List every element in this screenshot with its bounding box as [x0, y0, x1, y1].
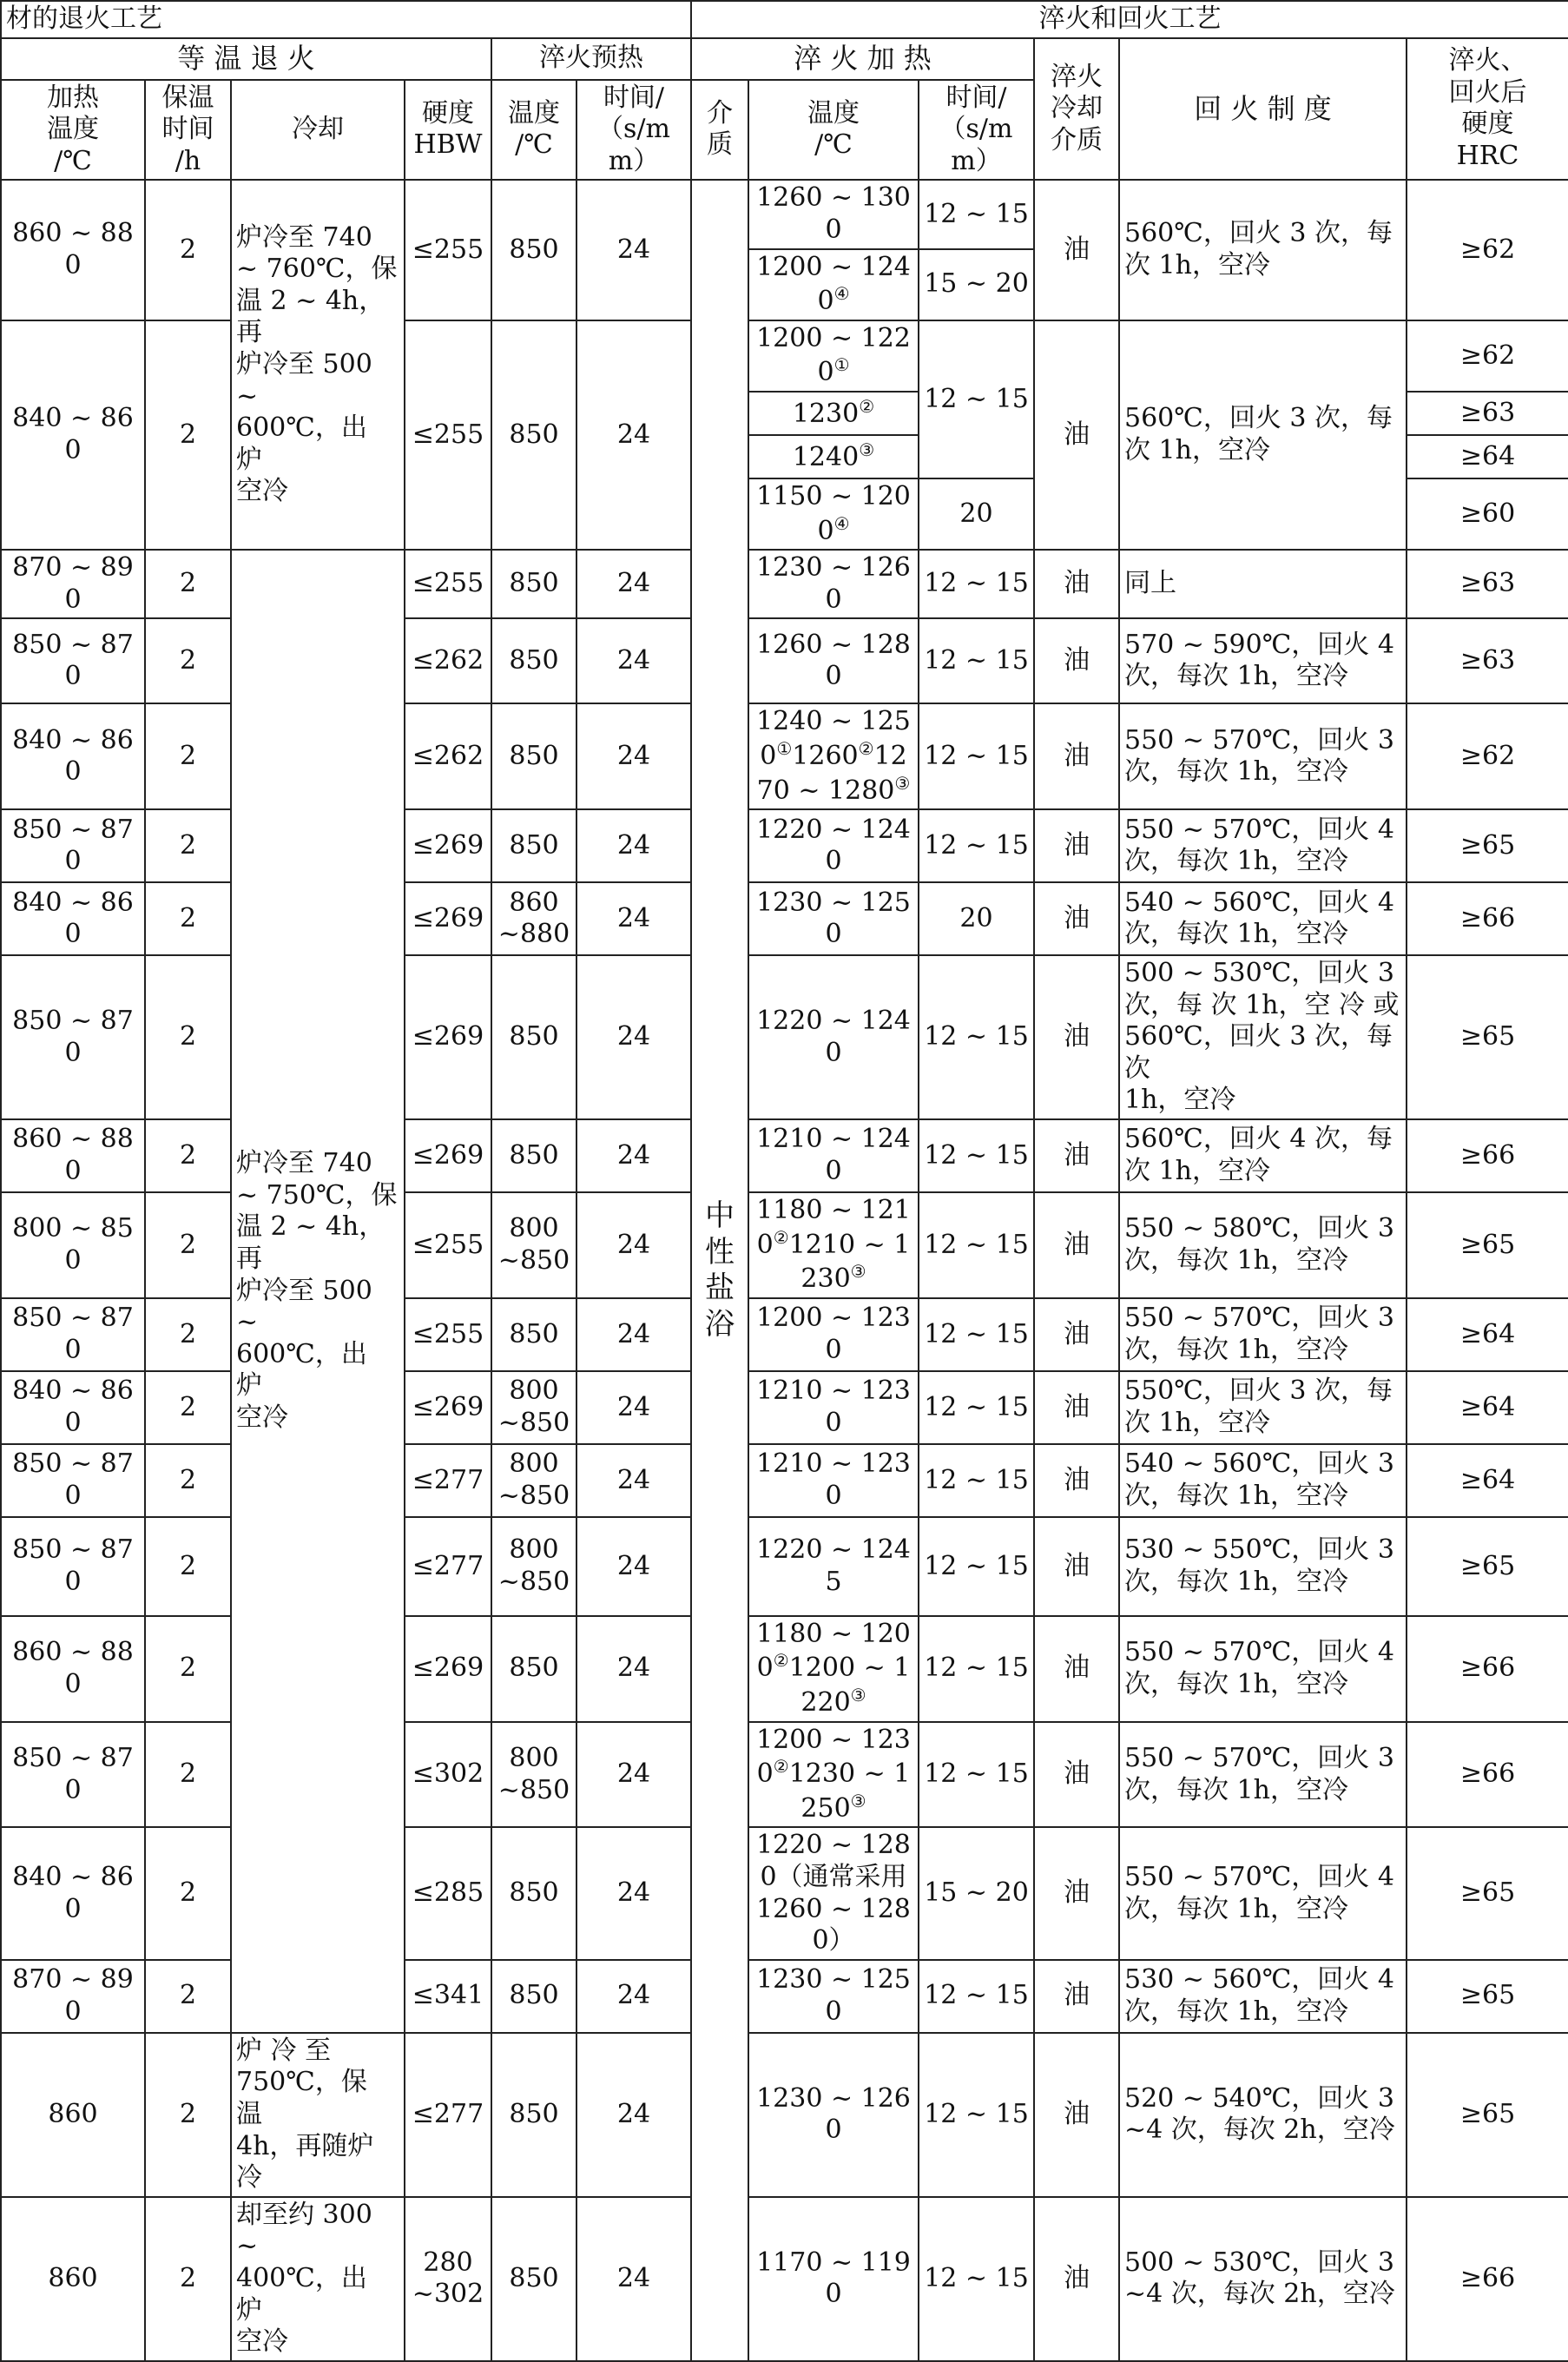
- preheat-time: 24: [576, 809, 691, 882]
- cooling-medium: 油: [1034, 1371, 1119, 1444]
- final-hrc: ≥66: [1407, 1616, 1568, 1722]
- tempering-regime: 520 ~ 540℃，回火 3 ~4 次，每次 2h，空冷: [1119, 2033, 1407, 2197]
- tempering-regime: 550 ~ 570℃，回火 3 次，每次 1h，空冷: [1119, 703, 1407, 809]
- cooling-text: 炉冷至 740 ~ 760℃，保 温 2 ~ 4h，再 炉冷至 500 ~ 600℃，出 炉 空冷: [231, 180, 405, 550]
- tempering-regime: 500 ~ 530℃，回火 3 ~4 次，每次 2h，空冷: [1119, 2197, 1407, 2361]
- quench-time: 12 ~ 15: [919, 1119, 1034, 1192]
- quench-time: 20: [919, 882, 1034, 955]
- preheat-temp: 850: [491, 1827, 576, 1959]
- heat-temp: 850 ~ 870: [1, 1722, 145, 1828]
- quench-time: 12 ~ 15: [919, 1192, 1034, 1298]
- annealed-hbw: 280 ~302: [405, 2197, 491, 2361]
- annealed-hbw: ≤302: [405, 1722, 491, 1828]
- footnote-mark: ②: [859, 396, 875, 418]
- annealed-hbw: ≤269: [405, 1371, 491, 1444]
- quench-time: 15 ~ 20: [919, 1827, 1034, 1959]
- quench-temp: 1230 ~ 1250: [748, 1960, 919, 2033]
- header-preheat-temp: 温度 /℃: [491, 80, 576, 181]
- tempering-regime: 540 ~ 560℃，回火 4 次，每次 1h，空冷: [1119, 882, 1407, 955]
- preheat-time: 24: [576, 703, 691, 809]
- final-hrc: ≥60: [1407, 478, 1568, 550]
- preheat-time: 24: [576, 1827, 691, 1959]
- tempering-regime: 530 ~ 550℃，回火 3 次，每次 1h，空冷: [1119, 1517, 1407, 1616]
- preheat-time: 24: [576, 1371, 691, 1444]
- final-hrc: ≥66: [1407, 1119, 1568, 1192]
- cooling-medium: 油: [1034, 1298, 1119, 1371]
- tempering-regime: 530 ~ 560℃，回火 4 次，每次 1h，空冷: [1119, 1960, 1407, 2033]
- tempering-regime: 550 ~ 570℃，回火 3 次，每次 1h，空冷: [1119, 1722, 1407, 1828]
- quench-time: 12 ~ 15: [919, 1616, 1034, 1722]
- cooling-medium: 油: [1034, 1119, 1119, 1192]
- cooling-text: 炉冷至 740 ~ 750℃，保 温 2 ~ 4h，再 炉冷至 500 ~ 600℃，出 炉 空冷: [231, 550, 405, 2033]
- quench-time: 12 ~ 15: [919, 1444, 1034, 1517]
- annealed-hbw: ≤255: [405, 180, 491, 320]
- preheat-temp: 850: [491, 955, 576, 1119]
- annealed-hbw: ≤285: [405, 1827, 491, 1959]
- footnote-mark: ③: [850, 1790, 866, 1811]
- cooling-medium: 油: [1034, 1616, 1119, 1722]
- preheat-temp: 850: [491, 1960, 576, 2033]
- quench-temp: 1200 ~ 1240④: [748, 249, 919, 320]
- quench-time: 12 ~ 15: [919, 320, 1034, 478]
- final-hrc: ≥62: [1407, 703, 1568, 809]
- quench-temp: 1180 ~ 1200②1200 ~ 1220③: [748, 1616, 919, 1722]
- table-row: [1, 180, 1568, 248]
- cooling-medium: 油: [1034, 1444, 1119, 1517]
- preheat-time: 24: [576, 1298, 691, 1371]
- heat-temp: 840 ~ 860: [1, 703, 145, 809]
- annealed-hbw: ≤262: [405, 703, 491, 809]
- header-right-title: 淬火和回火工艺: [691, 1, 1568, 38]
- tempering-regime: 560℃，回火 4 次，每 次 1h，空冷: [1119, 1119, 1407, 1192]
- group-quench-heating: 淬 火 加 热: [691, 38, 1034, 80]
- preheat-time: 24: [576, 1616, 691, 1722]
- hold-time: 2: [145, 1960, 231, 2033]
- preheat-temp: 850: [491, 703, 576, 809]
- preheat-temp: 850: [491, 618, 576, 703]
- quench-temp: 1220 ~ 1280（通常采用1260 ~ 1280）: [748, 1827, 919, 1959]
- cooling-medium: 油: [1034, 1517, 1119, 1616]
- preheat-temp: 850: [491, 1119, 576, 1192]
- final-hrc: ≥65: [1407, 2033, 1568, 2197]
- hold-time: 2: [145, 320, 231, 550]
- quench-temp: 1230 ~ 1260: [748, 550, 919, 618]
- tempering-regime: 550 ~ 570℃，回火 4 次，每次 1h，空冷: [1119, 809, 1407, 882]
- hold-time: 2: [145, 2197, 231, 2361]
- tempering-regime: 540 ~ 560℃，回火 3 次，每次 1h，空冷: [1119, 1444, 1407, 1517]
- hold-time: 2: [145, 180, 231, 320]
- annealed-hbw: ≤269: [405, 1616, 491, 1722]
- final-hrc: ≥66: [1407, 1722, 1568, 1828]
- preheat-temp: 800 ~850: [491, 1517, 576, 1616]
- tempering-regime: 同上: [1119, 550, 1407, 618]
- preheat-temp: 800 ~850: [491, 1192, 576, 1298]
- preheat-temp: 800 ~850: [491, 1444, 576, 1517]
- preheat-temp: 850: [491, 320, 576, 550]
- quench-temp: 1210 ~ 1230: [748, 1444, 919, 1517]
- final-hrc: ≥65: [1407, 1827, 1568, 1959]
- cooling-medium: 油: [1034, 1722, 1119, 1828]
- quench-temp: 1200 ~ 1220①: [748, 320, 919, 392]
- quench-temp: 1230 ~ 1260: [748, 2033, 919, 2197]
- footnote-mark: ③: [894, 772, 911, 794]
- final-hrc: ≥64: [1407, 1371, 1568, 1444]
- preheat-time: 24: [576, 1192, 691, 1298]
- cooling-medium: 油: [1034, 703, 1119, 809]
- preheat-time: 24: [576, 1722, 691, 1828]
- quench-temp: 1200 ~ 1230: [748, 1298, 919, 1371]
- quench-temp: 1240 ~ 1250①1260②1270 ~ 1280③: [748, 703, 919, 809]
- table-row: [1, 2033, 1568, 2197]
- preheat-time: 24: [576, 1444, 691, 1517]
- quench-temp: 1210 ~ 1230: [748, 1371, 919, 1444]
- quench-time: 12 ~ 15: [919, 1960, 1034, 2033]
- header-tempering: 回 火 制 度: [1119, 38, 1407, 181]
- preheat-temp: 850: [491, 1298, 576, 1371]
- footnote-mark: ③: [859, 439, 875, 461]
- hold-time: 2: [145, 703, 231, 809]
- preheat-temp: 850: [491, 809, 576, 882]
- final-hrc: ≥63: [1407, 392, 1568, 435]
- quench-temp: 1200 ~ 1230②1230 ~ 1250③: [748, 1722, 919, 1828]
- hold-time: 2: [145, 618, 231, 703]
- final-hrc: ≥64: [1407, 1444, 1568, 1517]
- annealed-hbw: ≤277: [405, 2033, 491, 2197]
- cooling-medium: 油: [1034, 180, 1119, 320]
- quench-temp: 1210 ~ 1240: [748, 1119, 919, 1192]
- quench-temp: 1230 ~ 1250: [748, 882, 919, 955]
- header-hbw: 硬度 HBW: [405, 80, 491, 181]
- quench-time: 12 ~ 15: [919, 550, 1034, 618]
- header-heat-temp: 加热 温度 /℃: [1, 80, 145, 181]
- heat-temp: 840 ~ 860: [1, 882, 145, 955]
- cooling-text: 炉 冷 至 750℃，保 温 4h，再随炉冷: [231, 2033, 405, 2197]
- quench-temp: 1170 ~ 1190: [748, 2197, 919, 2361]
- quench-time: 15 ~ 20: [919, 249, 1034, 320]
- footnote-mark: ②: [773, 1226, 789, 1248]
- header-quench-temp: 温度 /℃: [748, 80, 919, 181]
- footnote-mark: ②: [773, 1650, 789, 1672]
- final-hrc: ≥64: [1407, 435, 1568, 478]
- tempering-regime: 560℃，回火 3 次，每 次 1h，空冷: [1119, 180, 1407, 320]
- annealed-hbw: ≤255: [405, 1192, 491, 1298]
- footnote-mark: ①: [833, 354, 850, 376]
- cooling-text: 却至约 300 ~ 400℃，出 炉 空冷: [231, 2197, 405, 2361]
- preheat-temp: 800 ~850: [491, 1371, 576, 1444]
- table-row: [1, 550, 1568, 618]
- quench-time: 12 ~ 15: [919, 1517, 1034, 1616]
- hold-time: 2: [145, 1119, 231, 1192]
- heat-temp: 850 ~ 870: [1, 1517, 145, 1616]
- heat-temp: 850 ~ 870: [1, 618, 145, 703]
- quench-time: 12 ~ 15: [919, 2033, 1034, 2197]
- preheat-temp: 850: [491, 1616, 576, 1722]
- heat-temp: 850 ~ 870: [1, 1444, 145, 1517]
- quench-temp: 1150 ~ 1200④: [748, 478, 919, 550]
- heat-temp: 860 ~ 880: [1, 1616, 145, 1722]
- cooling-medium: 油: [1034, 550, 1119, 618]
- cooling-medium: 油: [1034, 1827, 1119, 1959]
- quench-temp: 1260 ~ 1280: [748, 618, 919, 703]
- cooling-medium: 油: [1034, 1192, 1119, 1298]
- final-hrc: ≥63: [1407, 618, 1568, 703]
- hold-time: 2: [145, 550, 231, 618]
- heat-temp: 860 ~ 880: [1, 1119, 145, 1192]
- quench-time: 12 ~ 15: [919, 955, 1034, 1119]
- quench-time: 12 ~ 15: [919, 703, 1034, 809]
- footnote-mark: ②: [858, 737, 874, 759]
- cooling-medium: 油: [1034, 1960, 1119, 2033]
- preheat-time: 24: [576, 1119, 691, 1192]
- footnote-mark: ②: [773, 1756, 789, 1778]
- heat-temp: 860: [1, 2197, 145, 2361]
- hold-time: 2: [145, 1827, 231, 1959]
- group-isothermal-annealing: 等 温 退 火: [1, 38, 491, 80]
- preheat-temp: 850: [491, 2197, 576, 2361]
- annealed-hbw: ≤255: [405, 550, 491, 618]
- header-cooling: 冷却: [231, 80, 405, 181]
- final-hrc: ≥65: [1407, 955, 1568, 1119]
- final-hrc: ≥65: [1407, 1517, 1568, 1616]
- preheat-time: 24: [576, 2197, 691, 2361]
- annealed-hbw: ≤255: [405, 1298, 491, 1371]
- heat-temp: 860: [1, 2033, 145, 2197]
- table-row: [1, 2197, 1568, 2361]
- quench-temp: 1230②: [748, 392, 919, 435]
- preheat-temp: 860 ~880: [491, 882, 576, 955]
- preheat-time: 24: [576, 1960, 691, 2033]
- header-medium: 介 质: [691, 80, 748, 181]
- heat-temp: 870 ~ 890: [1, 1960, 145, 2033]
- preheat-time: 24: [576, 882, 691, 955]
- cooling-medium: 油: [1034, 2197, 1119, 2361]
- preheat-time: 24: [576, 320, 691, 550]
- heat-temp: 850 ~ 870: [1, 1298, 145, 1371]
- hold-time: 2: [145, 1722, 231, 1828]
- annealed-hbw: ≤341: [405, 1960, 491, 2033]
- hold-time: 2: [145, 1517, 231, 1616]
- final-hrc: ≥65: [1407, 1192, 1568, 1298]
- annealed-hbw: ≤269: [405, 955, 491, 1119]
- annealed-hbw: ≤255: [405, 320, 491, 550]
- annealed-hbw: ≤277: [405, 1444, 491, 1517]
- tempering-regime: 560℃，回火 3 次，每 次 1h，空冷: [1119, 320, 1407, 550]
- final-hrc: ≥66: [1407, 2197, 1568, 2361]
- tempering-regime: 570 ~ 590℃，回火 4 次，每次 1h，空冷: [1119, 618, 1407, 703]
- hold-time: 2: [145, 955, 231, 1119]
- header-quench-time: 时间/ （s/mm）: [919, 80, 1034, 181]
- quench-time: 20: [919, 478, 1034, 550]
- preheat-time: 24: [576, 180, 691, 320]
- hold-time: 2: [145, 2033, 231, 2197]
- final-hrc: ≥65: [1407, 809, 1568, 882]
- quench-time: 12 ~ 15: [919, 1298, 1034, 1371]
- preheat-temp: 800 ~850: [491, 1722, 576, 1828]
- quench-medium-salt-bath: 中 性 盐 浴: [691, 180, 748, 2360]
- quench-time: 12 ~ 15: [919, 1722, 1034, 1828]
- header-hrc: 淬火、 回火后 硬度 HRC: [1407, 38, 1568, 181]
- quench-temp: 1180 ~ 1210②1210 ~ 1230③: [748, 1192, 919, 1298]
- heat-temp: 800 ~ 850: [1, 1192, 145, 1298]
- footnote-mark: ③: [850, 1261, 866, 1283]
- quench-temp: 1260 ~ 1300: [748, 180, 919, 248]
- hold-time: 2: [145, 809, 231, 882]
- tempering-regime: 550 ~ 580℃，回火 3 次，每次 1h，空冷: [1119, 1192, 1407, 1298]
- tempering-regime: 500 ~ 530℃，回火 3 次，每 次 1h，空 冷 或 560℃，回火 3 次，每次 1h，空冷: [1119, 955, 1407, 1119]
- preheat-time: 24: [576, 955, 691, 1119]
- hold-time: 2: [145, 1192, 231, 1298]
- footnote-mark: ④: [833, 283, 850, 305]
- heat-temp: 840 ~ 860: [1, 1827, 145, 1959]
- tempering-regime: 550 ~ 570℃，回火 4 次，每次 1h，空冷: [1119, 1616, 1407, 1722]
- preheat-temp: 850: [491, 550, 576, 618]
- quench-time: 12 ~ 15: [919, 180, 1034, 248]
- hold-time: 2: [145, 1298, 231, 1371]
- hold-time: 2: [145, 1616, 231, 1722]
- quench-temp: 1220 ~ 1240: [748, 809, 919, 882]
- quench-time: 12 ~ 15: [919, 2197, 1034, 2361]
- cooling-medium: 油: [1034, 618, 1119, 703]
- quench-time: 12 ~ 15: [919, 809, 1034, 882]
- preheat-temp: 850: [491, 180, 576, 320]
- annealed-hbw: ≤277: [405, 1517, 491, 1616]
- preheat-time: 24: [576, 1517, 691, 1616]
- cooling-medium: 油: [1034, 320, 1119, 550]
- tempering-regime: 550 ~ 570℃，回火 3 次，每次 1h，空冷: [1119, 1298, 1407, 1371]
- heat-temp: 860 ~ 880: [1, 180, 145, 320]
- header-preheat-time: 时间/ （s/mm）: [576, 80, 691, 181]
- final-hrc: ≥66: [1407, 882, 1568, 955]
- preheat-time: 24: [576, 618, 691, 703]
- heat-temp: 850 ~ 870: [1, 809, 145, 882]
- final-hrc: ≥65: [1407, 1960, 1568, 2033]
- cooling-medium: 油: [1034, 2033, 1119, 2197]
- footnote-mark: ①: [776, 737, 793, 759]
- heat-temp: 840 ~ 860: [1, 320, 145, 550]
- hold-time: 2: [145, 1371, 231, 1444]
- final-hrc: ≥63: [1407, 550, 1568, 618]
- cooling-medium: 油: [1034, 882, 1119, 955]
- final-hrc: ≥62: [1407, 180, 1568, 320]
- quench-temp: 1220 ~ 1245: [748, 1517, 919, 1616]
- hold-time: 2: [145, 882, 231, 955]
- group-quench-preheat: 淬火预热: [491, 38, 691, 80]
- annealed-hbw: ≤262: [405, 618, 491, 703]
- header-quench-medium: 淬火 冷却 介质: [1034, 38, 1119, 181]
- header-left-title: 材的退火工艺: [1, 1, 691, 38]
- cooling-medium: 油: [1034, 809, 1119, 882]
- tempering-regime: 550 ~ 570℃，回火 4 次，每次 1h，空冷: [1119, 1827, 1407, 1959]
- footnote-mark: ④: [833, 512, 850, 534]
- preheat-time: 24: [576, 2033, 691, 2197]
- heat-temp: 870 ~ 890: [1, 550, 145, 618]
- annealed-hbw: ≤269: [405, 809, 491, 882]
- hold-time: 2: [145, 1444, 231, 1517]
- quench-temp: 1220 ~ 1240: [748, 955, 919, 1119]
- footnote-mark: ③: [850, 1685, 866, 1706]
- quench-temp: 1240③: [748, 435, 919, 478]
- final-hrc: ≥62: [1407, 320, 1568, 392]
- annealed-hbw: ≤269: [405, 1119, 491, 1192]
- final-hrc: ≥64: [1407, 1298, 1568, 1371]
- tempering-regime: 550℃，回火 3 次，每 次 1h，空冷: [1119, 1371, 1407, 1444]
- header-hold-time: 保温 时间 /h: [145, 80, 231, 181]
- preheat-temp: 850: [491, 2033, 576, 2197]
- cooling-medium: 油: [1034, 955, 1119, 1119]
- quench-time: 12 ~ 15: [919, 1371, 1034, 1444]
- preheat-time: 24: [576, 550, 691, 618]
- quench-time: 12 ~ 15: [919, 618, 1034, 703]
- heat-temp: 840 ~ 860: [1, 1371, 145, 1444]
- annealed-hbw: ≤269: [405, 882, 491, 955]
- heat-temp: 850 ~ 870: [1, 955, 145, 1119]
